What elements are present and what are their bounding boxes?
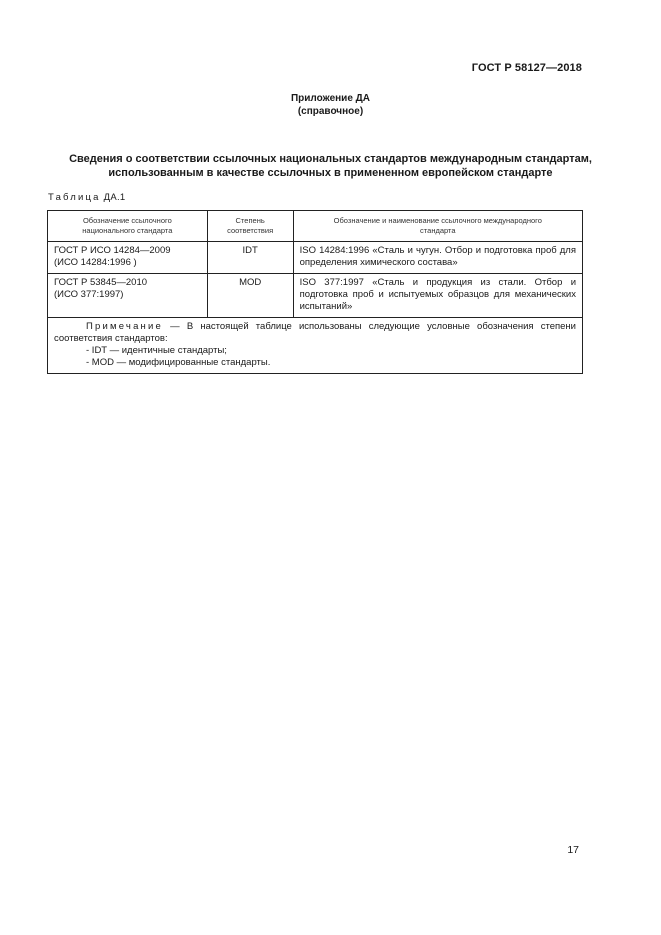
cell-degree: MOD	[207, 274, 293, 318]
table-row	[48, 242, 583, 274]
heading-line-2: использованным в качестве ссылочных в примененном европейском стандарте	[108, 167, 553, 179]
cell-international-standard: ISO 14284:1996 «Сталь и чугун. Отбор и подготовка проб для определения химического состава»	[293, 242, 582, 274]
note-text: — В настоящей таблице использованы следующие условные обозначения степени соответствия стандартов:	[54, 321, 576, 344]
table-note-row	[48, 318, 583, 374]
annex-subtitle: (справочное)	[297, 106, 364, 117]
cell-international-standard: ISO 377:1997 «Сталь и продукция из стали. Отбор и подготовка проб и испытуемых образцов для механических испытаний»	[293, 274, 582, 318]
column-header-international: Обозначение и наименование ссылочного международного стандарта	[293, 211, 582, 242]
table-row	[48, 274, 583, 318]
table-label-word: Таблица	[48, 192, 101, 203]
note-item: - IDT — идентичные стандарты;	[86, 345, 227, 356]
table-note	[48, 318, 583, 374]
column-header-national: Обозначение ссылочного национального стандарта	[48, 211, 208, 242]
reference-table	[47, 210, 583, 374]
note-paragraph	[54, 321, 576, 345]
document-code: ГОСТ Р 58127—2018	[471, 62, 582, 74]
page-number: 17	[567, 844, 579, 856]
annex-title: Приложение ДА	[290, 93, 371, 104]
table-header-row	[48, 211, 583, 242]
note-title: Примечание	[86, 321, 163, 332]
table-label-number: ДА.1	[103, 192, 126, 203]
cell-national-standard: ГОСТ Р ИСО 14284—2009 (ИСО 14284:1996 )	[48, 242, 208, 274]
annex-block	[0, 92, 661, 118]
heading-line-1: Сведения о соответствии ссылочных национальных стандартов международным стандартам,	[69, 153, 592, 165]
column-header-degree: Степень соответствия	[207, 211, 293, 242]
cell-national-standard: ГОСТ Р 53845—2010 (ИСО 377:1997)	[48, 274, 208, 318]
cell-degree: IDT	[207, 242, 293, 274]
section-heading	[40, 152, 621, 180]
note-item: - MOD — модифицированные стандарты.	[86, 357, 271, 368]
table-label	[48, 192, 126, 203]
